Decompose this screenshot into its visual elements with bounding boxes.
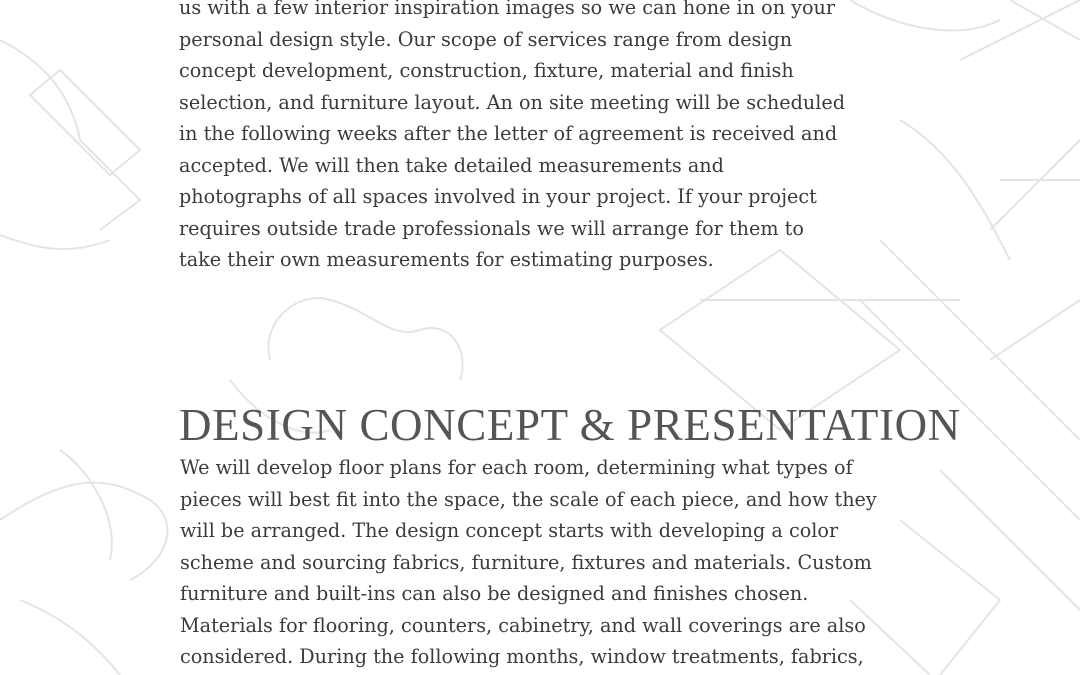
intro-section: [179, 0, 899, 276]
design-concept-heading: DESIGN CONCEPT & PRESENTATION: [179, 400, 961, 450]
design-concept-paragraph: We will develop floor plans for each room, determining what types of pieces will best fit into the space, the scale of each piece, and how they will be arranged. The design concept starts with developing a color scheme and sourcing fabrics, furniture, fixtures and materials. Custom furniture and built-ins can also be designed and finishes chosen. Materials for flooring, counters, cabinetry, and wall coverings are also considered. During the following months, window treatments, fabrics,: [180, 456, 877, 668]
intro-paragraph: us with a few interior inspiration images so we can hone in on your personal design style. Our scope of services range from design concept development, construction, fixture, material and finish selection, and furniture layout. An on site meeting will be scheduled in the following weeks after the letter of agreement is received and accepted. We will then take detailed measurements and photographs of all spaces involved in your project. If your project requires outside trade professionals we will arrange for them to take their own measurements for estimating purposes.: [179, 0, 845, 271]
design-concept-section: [180, 452, 920, 673]
